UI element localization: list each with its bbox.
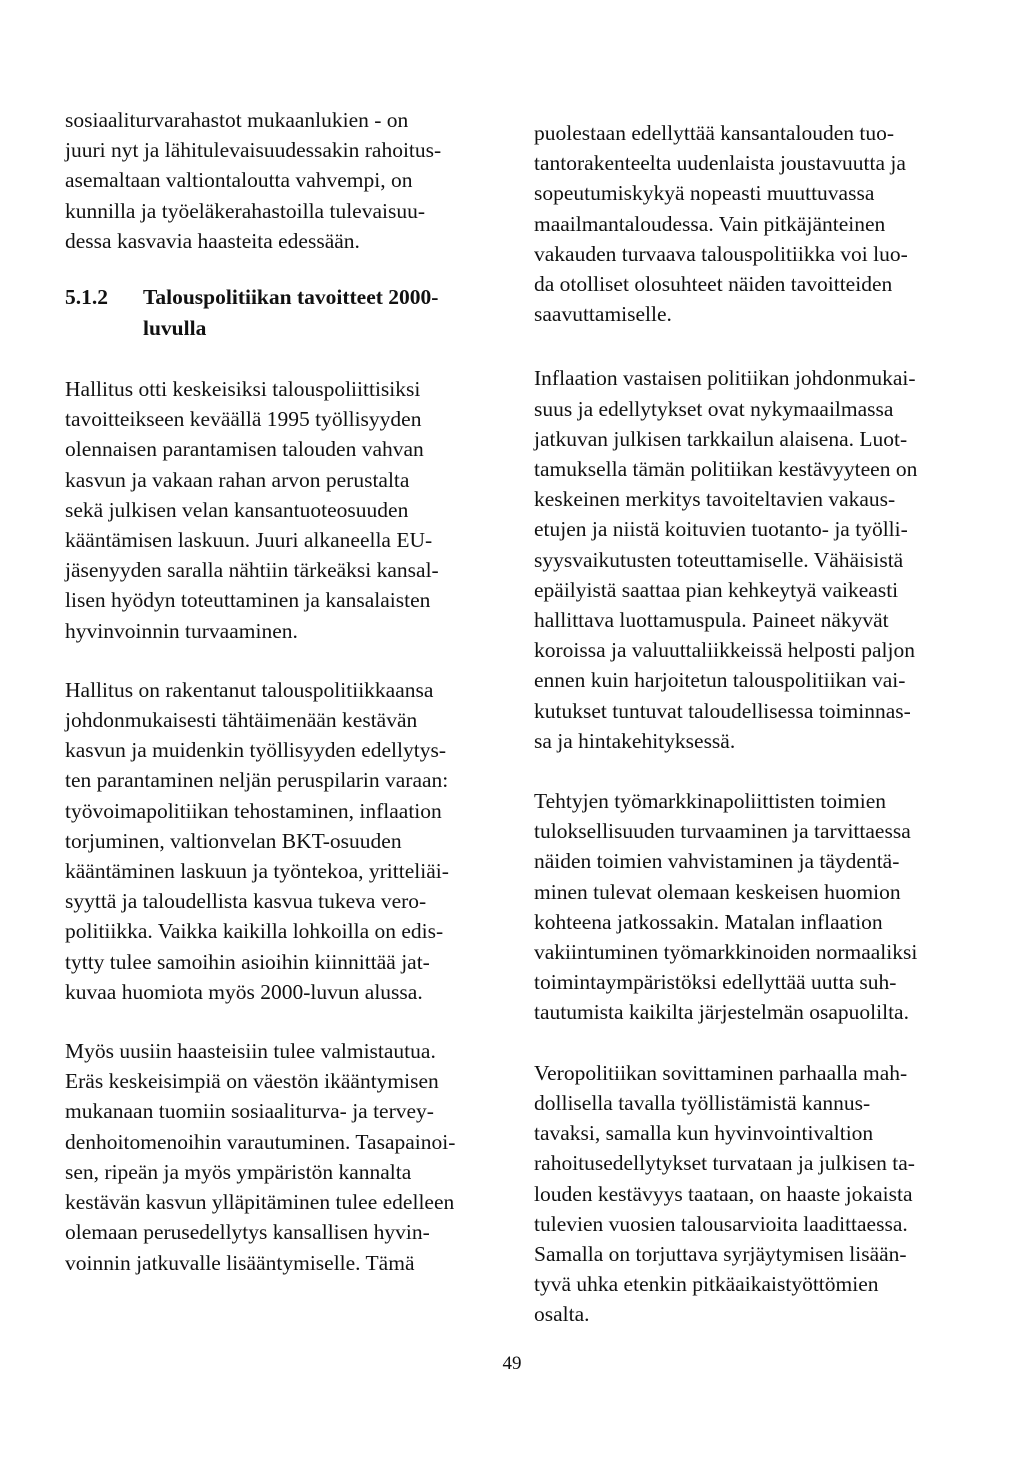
text-line: minen tulevat olemaan keskeisen huomion	[534, 879, 901, 904]
text-line: tantorakenteelta uudenlaista joustavuutta ja	[534, 151, 906, 176]
text-line: politiikka. Vaikka kaikilla lohkoilla on edis-	[65, 919, 444, 944]
text-line: näiden toimien vahvistaminen ja täydentä-	[534, 849, 900, 874]
text-line: tamuksella tämän politiikan kestävyyteen on	[534, 457, 918, 482]
text-line: lisen hyödyn toteuttaminen ja kansalaisten	[65, 588, 431, 613]
text-line: vakauden turvaava talouspolitiikka voi luo-	[534, 241, 908, 266]
text-line: vakiintuminen työmarkkinoiden normaaliksi	[534, 940, 918, 965]
text-line: Tehtyjen työmarkkinapoliittisten toimien	[534, 789, 886, 814]
text-line: olennaisen parantamisen talouden vahvan	[65, 437, 424, 462]
text-line: torjuminen, valtionvelan BKT-osuuden	[65, 828, 402, 853]
text-line: Myös uusiin haasteisiin tulee valmistautua.	[65, 1039, 436, 1064]
text-line: suus ja edellytykset ovat nykymaailmassa	[534, 396, 894, 421]
text-line: olemaan perusedellytys kansallisen hyvin-	[65, 1220, 430, 1245]
text-line: da otolliset olosuhteet näiden tavoitteiden	[534, 272, 893, 297]
text-line: rahoitusedellytykset turvataan ja julkisen ta-	[534, 1151, 915, 1176]
page-number: 49	[502, 1353, 522, 1374]
paragraph-labour-market	[534, 786, 986, 1028]
text-line: tautumista kaikilta järjestelmän osapuolilta.	[534, 1000, 909, 1025]
paragraph-inflation	[534, 363, 986, 756]
paragraph-tax-policy	[534, 1058, 986, 1330]
text-line: tavaksi, samalla kun hyvinvointivaltion	[534, 1121, 874, 1146]
text-line: Eräs keskeisimpiä on väestön ikääntymisen	[65, 1069, 439, 1094]
text-line: denhoitomenoihin varautuminen. Tasapainoi-	[65, 1129, 456, 1154]
text-line: Inflaation vastaisen politiikan johdonmukai-	[534, 366, 916, 391]
text-line: sosiaaliturvarahastot mukaanlukien - on	[65, 108, 409, 132]
section-heading	[65, 282, 523, 344]
text-line: tulevien vuosien talousarvioita laadittaessa.	[534, 1211, 908, 1236]
text-line: louden kestävyys taataan, on haaste jokaista	[534, 1181, 913, 1206]
text-line: sopeutumiskykyä nopeasti muuttuvassa	[534, 181, 875, 206]
text-line: kasvun ja vakaan rahan arvon perustalta	[65, 467, 410, 492]
text-line: asemaltaan valtiontaloutta vahvempi, on	[65, 168, 413, 193]
intro-paragraph	[65, 105, 523, 256]
text-line: sekä julkisen velan kansantuoteosuuden	[65, 497, 409, 522]
text-line: työvoimapolitiikan tehostaminen, inflaation	[65, 798, 442, 823]
text-line: toimintaympäristöksi edellyttää uutta suh-	[534, 970, 897, 995]
paragraph-continuation	[534, 118, 986, 329]
text-line: osalta.	[534, 1302, 590, 1327]
text-line: tyvä uhka etenkin pitkäaikaistyöttömien	[534, 1272, 879, 1297]
text-line: sen, ripeän ja myös ympäristön kannalta	[65, 1159, 412, 1184]
text-line: Veropolitiikan sovittaminen parhaalla mah-	[534, 1060, 908, 1085]
right-column	[534, 118, 986, 1330]
section-title-line2: luvulla	[143, 316, 207, 341]
text-line: juuri nyt ja lähitulevaisuudessakin rahoitus-	[65, 138, 442, 163]
paragraph-pillars	[65, 675, 523, 1007]
text-line: kuvaa huomiota myös 2000-luvun alussa.	[65, 979, 423, 1004]
paragraph-goals	[65, 374, 523, 646]
text-line: hyvinvoinnin turvaaminen.	[65, 618, 298, 643]
text-line: kestävän kasvun ylläpitäminen tulee edelleen	[65, 1190, 455, 1215]
text-line: ennen kuin harjoitetun talouspolitiikan vai-	[534, 668, 906, 693]
text-line: etujen ja niistä koituvien tuotanto- ja työlli-	[534, 517, 908, 542]
text-line: mukanaan tuomiin sosiaaliturva- ja tervey-	[65, 1099, 434, 1124]
text-line: kohteena jatkossakin. Matalan inflaation	[534, 909, 883, 934]
text-line: dessa kasvavia haasteita edessään.	[65, 228, 360, 253]
text-line: keskeinen merkitys tavoiteltavien vakaus-	[534, 487, 896, 512]
text-line: syysvaikutusten toteuttamiselle. Vähäisistä	[534, 547, 904, 572]
text-line: jäsenyyden saralla nähtiin tärkeäksi kansal-	[65, 558, 439, 583]
text-line: Samalla on torjuttava syrjäytymisen lisään-	[534, 1241, 907, 1266]
text-line: maailmantaloudessa. Vain pitkäjänteinen	[534, 211, 886, 236]
text-line: tavoitteikseen keväällä 1995 työllisyyden	[65, 407, 422, 432]
text-line: koroissa ja valuuttaliikkeissä helposti paljon	[534, 638, 915, 663]
text-line: syyttä ja taloudellista kasvua tukeva vero-	[65, 889, 427, 914]
text-line: kasvun ja muidenkin työllisyyden edellytys-	[65, 738, 446, 763]
text-line: sa ja hintakehityksessä.	[534, 728, 736, 753]
text-line: voinnin jatkuvalle lisääntymiselle. Tämä	[65, 1250, 415, 1275]
text-line: saavuttamiselle.	[534, 302, 672, 327]
text-line: kääntämisen laskuun. Juuri alkaneella EU-	[65, 528, 433, 553]
text-line: Hallitus otti keskeisiksi talouspoliittisiksi	[65, 377, 421, 402]
text-line: johdonmukaisesti tähtäimenään kestävän	[65, 708, 418, 733]
left-column	[65, 105, 523, 1278]
text-line: tytty tulee samoihin asioihin kiinnittää jat-	[65, 949, 430, 974]
text-line: kääntäminen laskuun ja työntekoa, yritteliäi-	[65, 859, 449, 884]
section-number: 5.1.2	[65, 285, 108, 310]
text-line: kutukset tuntuvat taloudellisessa toiminnas-	[534, 698, 911, 723]
text-line: Hallitus on rakentanut talouspolitiikkaansa	[65, 677, 434, 702]
paragraph-challenges	[65, 1036, 523, 1278]
text-line: tuloksellisuuden turvaaminen ja tarvittaessa	[534, 819, 911, 844]
text-line: kunnilla ja työeläkerahastoilla tulevaisuu-	[65, 198, 426, 223]
section-title-line1: Talouspolitiikan tavoitteet 2000-	[143, 285, 439, 310]
text-line: dollisella tavalla työllistämistä kannus-	[534, 1090, 871, 1115]
text-line: epäilyistä saattaa pian kehkeytyä vaikeasti	[534, 577, 899, 602]
text-line: jatkuvan julkisen tarkkailun alaisena. Luot-	[534, 426, 908, 451]
text-line: ten parantaminen neljän peruspilarin varaan:	[65, 768, 449, 793]
text-line: hallittava luottamuspula. Paineet näkyvät	[534, 608, 889, 633]
text-line: puolestaan edellyttää kansantalouden tuo-	[534, 121, 894, 145]
